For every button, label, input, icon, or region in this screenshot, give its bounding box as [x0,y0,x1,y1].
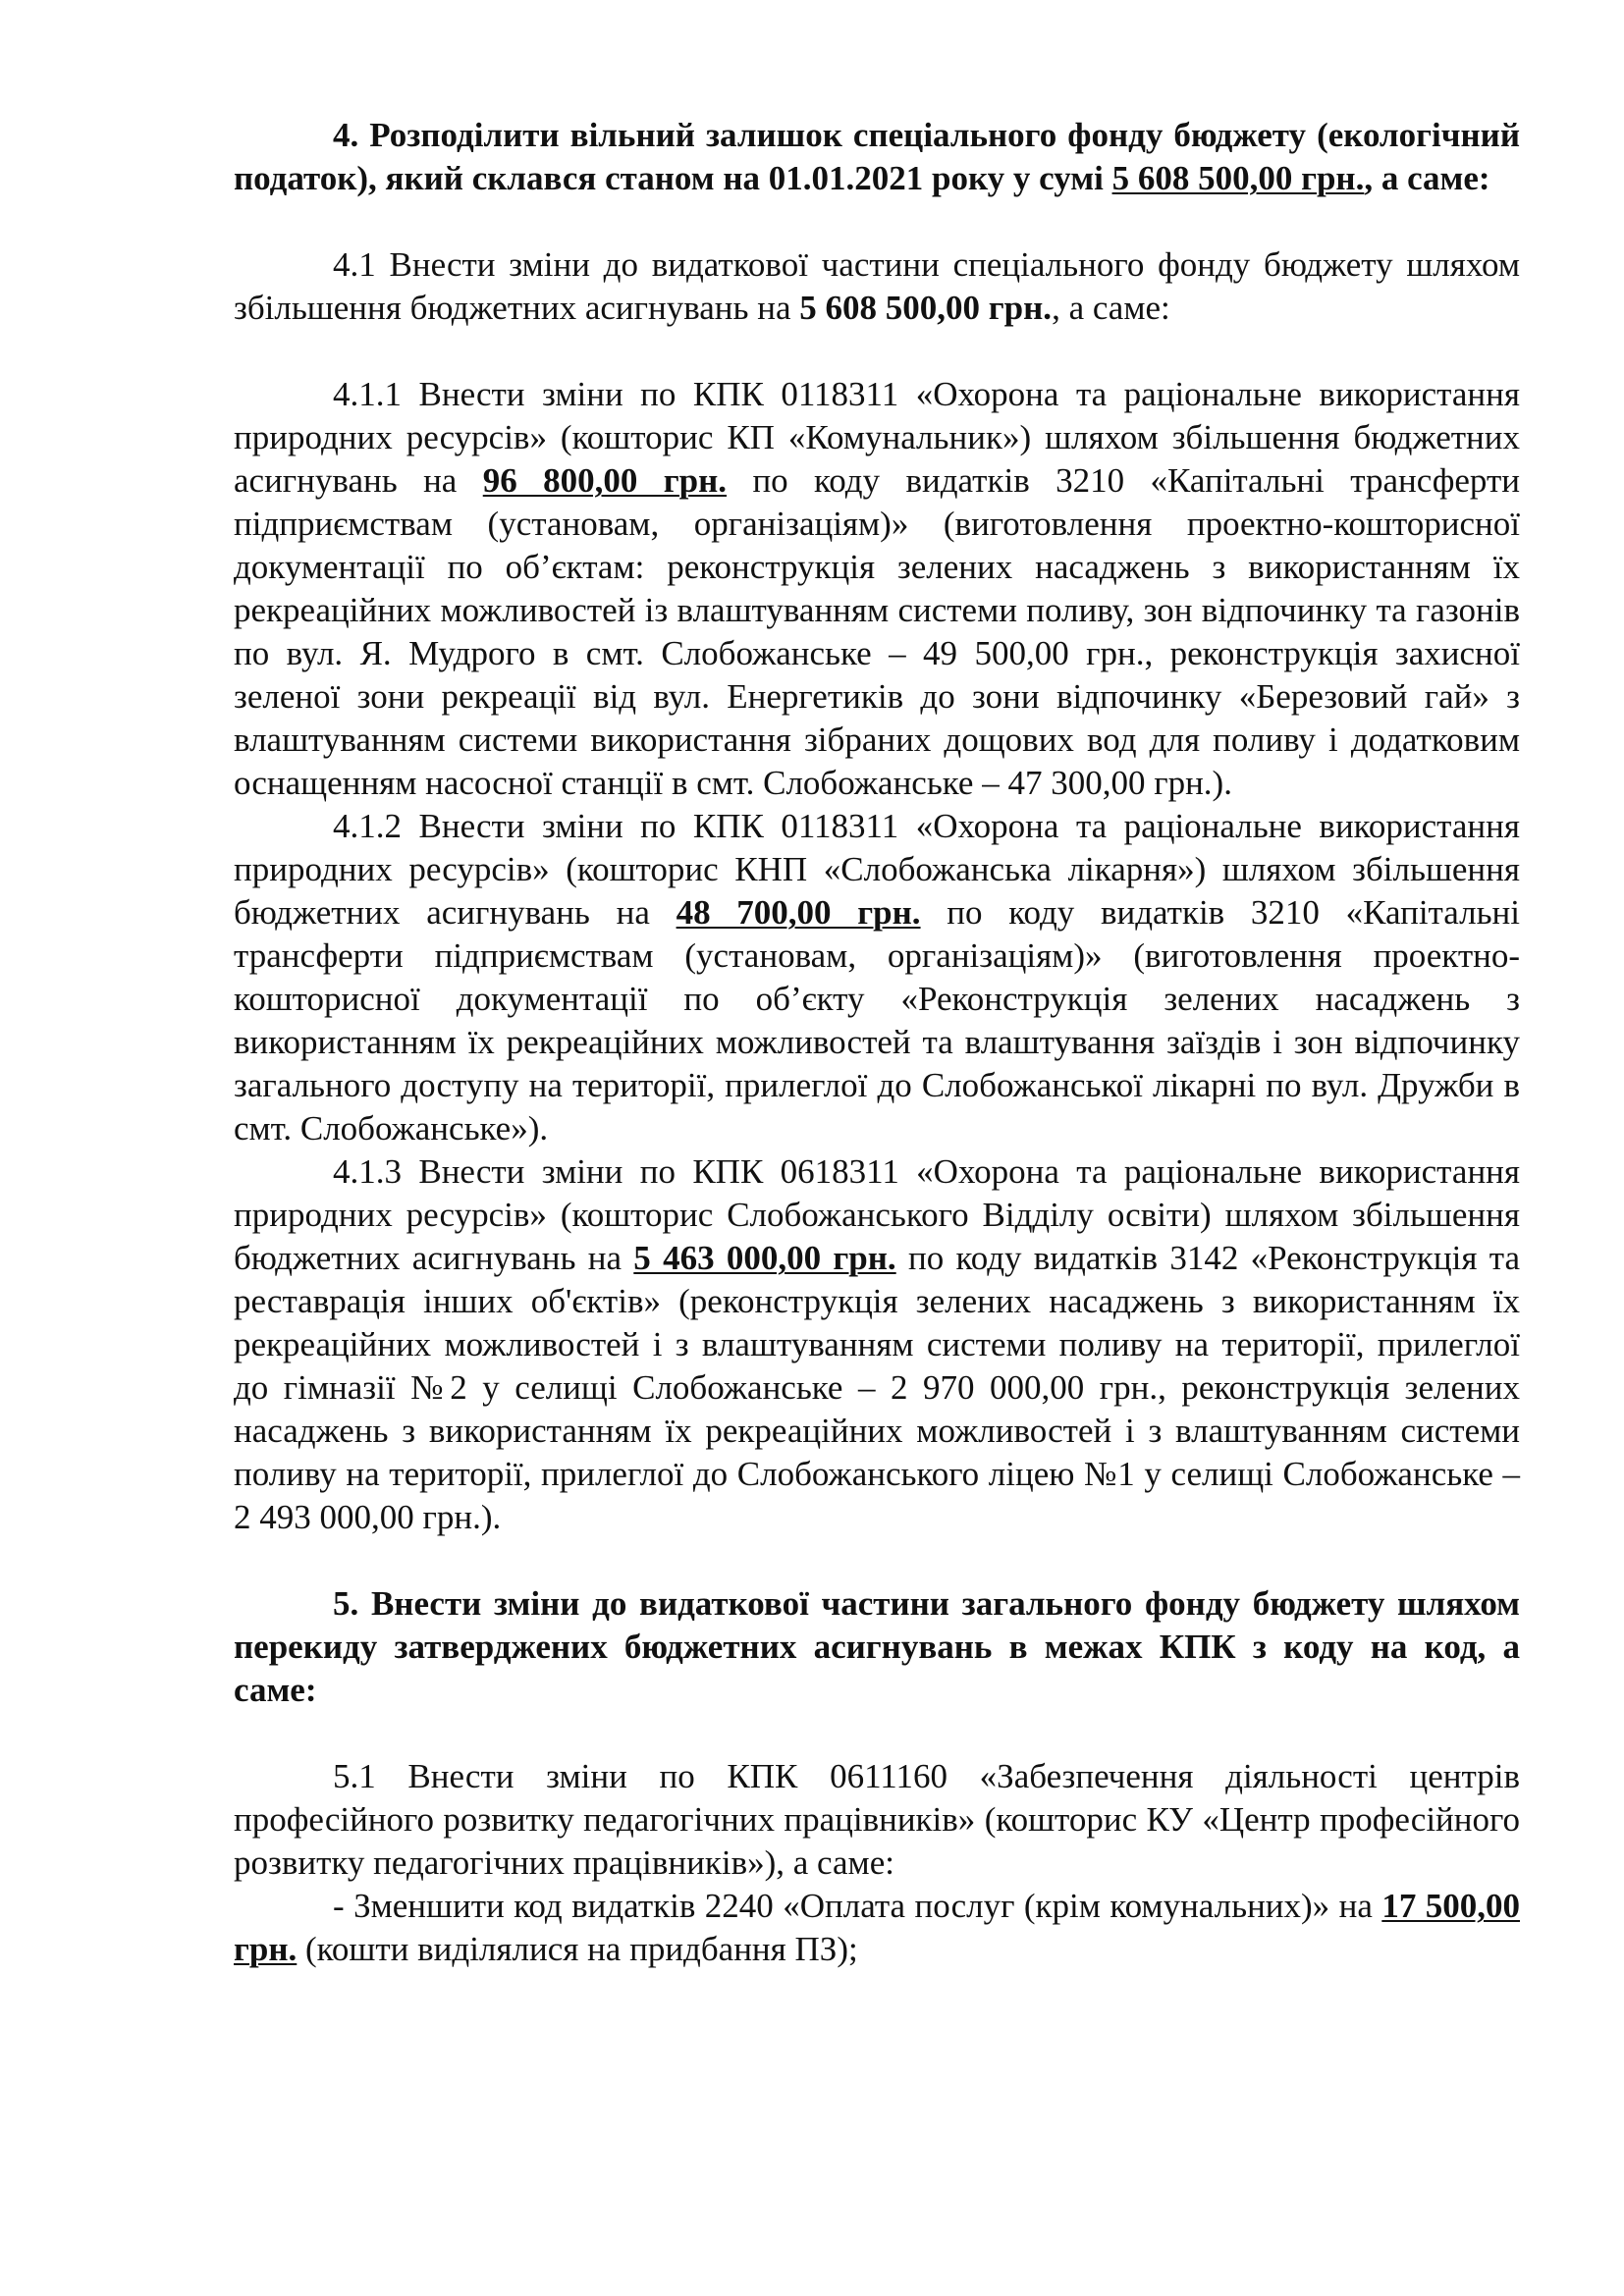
list-item-amount: 17 500,00 грн. [234,1887,1520,1968]
document-page [234,114,1520,1971]
list-item-reduce-code [234,1885,1520,1971]
paragraph-4-1-text: 4.1 Внести зміни до видаткової частини спеціального фонду бюджету шляхом збільшення бюджетних асигнувань на [234,245,1520,327]
section-4-heading [234,114,1520,200]
paragraph-4-1-2-tail: по коду видатків 3210 «Капітальні трансферти підприємствам (установам, організаціям)» (виготовлення проектно-кошторисної документації по об’єкту «Реконструкція зелених насаджень з використанням їх рекреаційних можливостей та влаштування заїздів і зон відпочинку загального доступу на території, прилеглої до Слобожанської лікарні по вул. Дружби в смт. Слобожанське»). [234,893,1520,1148]
paragraph-4-1-1-text: 4.1.1 Внести зміни по КПК 0118311 «Охорона та раціональне використання природних ресурсів» (кошторис КП «Комунальник») шляхом збільшення бюджетних асигнувань на [234,375,1520,500]
paragraph-5-1: 5.1 Внести зміни по КПК 0611160 «Забезпечення діяльності центрів професійного розвитку педагогічних працівників» (кошторис КУ «Центр професійного розвитку педагогічних працівників»), а саме: [234,1757,1520,1882]
paragraph-4-1 [234,243,1520,330]
spacer [234,200,1520,243]
paragraph-4-1-amount: 5 608 500,00 грн. [799,289,1053,327]
paragraph-4-1-2-text: 4.1.2 Внести зміни по КПК 0118311 «Охорона та раціональне використання природних ресурсів» (кошторис КНП «Слобожанська лікарня») шляхом збільшення бюджетних асигнувань на [234,807,1520,932]
paragraph-4-1-3-text: 4.1.3 Внести зміни по КПК 0618311 «Охорона та раціональне використання природних ресурсів» (кошторис Слобожанського Відділу освіти) шляхом збільшення бюджетних асигнувань на [234,1152,1520,1277]
spacer [234,330,1520,373]
paragraph-4-1-tail: , а саме: [1052,289,1170,327]
list-item-tail: (кошти виділялися на придбання ПЗ); [297,1930,858,1968]
paragraph-4-1-3-amount: 5 463 000,00 грн. [633,1239,896,1277]
section-4-amount: 5 608 500,00 грн. [1111,159,1365,197]
list-item-text: - Зменшити код видатків 2240 «Оплата послуг (крім комунальних)» на [333,1887,1382,1925]
section-5-heading: 5. Внести зміни до видаткової частини загального фонду бюджету шляхом перекиду затверджених бюджетних асигнувань в межах КПК з коду на код, а саме: [234,1584,1520,1709]
paragraph-4-1-1 [234,373,1520,805]
spacer [234,1712,1520,1755]
paragraph-4-1-3 [234,1150,1520,1539]
paragraph-4-1-1-tail: по коду видатків 3210 «Капітальні трансферти підприємствам (установам, організаціям)» (виготовлення проектно-кошторисної документації по об’єктам: реконструкція зелених насаджень з використанням їх рекреаційних можливостей із влаштуванням системи поливу, зон відпочинку та газонів по вул. Я. Мудрого в смт. Слобожанське – 49 500,00 грн., реконструкція захисної зеленої зони рекреації від вул. Енергетиків до зони відпочинку «Березовий гай» з влаштуванням системи використання зібраних дощових вод для поливу і додатковим оснащенням насосної станції в смт. Слобожанське – 47 300,00 грн.). [234,461,1520,802]
spacer [234,1539,1520,1582]
section-4-heading-text: 4. Розподілити вільний залишок спеціального фонду бюджету (екологічний податок), який склався станом на 01.01.2021 року у сумі [234,116,1520,197]
section-4-heading-tail: , а саме: [1364,159,1490,197]
paragraph-4-1-2 [234,805,1520,1150]
paragraph-4-1-2-amount: 48 700,00 грн. [676,893,921,932]
paragraph-4-1-1-amount: 96 800,00 грн. [482,461,728,500]
paragraph-4-1-3-tail: по коду видатків 3142 «Реконструкція та реставрація інших об'єктів» (реконструкція зелених насаджень з використанням їх рекреаційних можливостей і з влаштуванням системи поливу на території, прилеглої до гімназії №2 у селищі Слобожанське – 2 970 000,00 грн., реконструкція зелених насаджень з використанням їх рекреаційних можливостей і з влаштуванням системи поливу на території, прилеглої до Слобожанського ліцею №1 у селищі Слобожанське – 2 493 000,00 грн.). [234,1239,1520,1536]
